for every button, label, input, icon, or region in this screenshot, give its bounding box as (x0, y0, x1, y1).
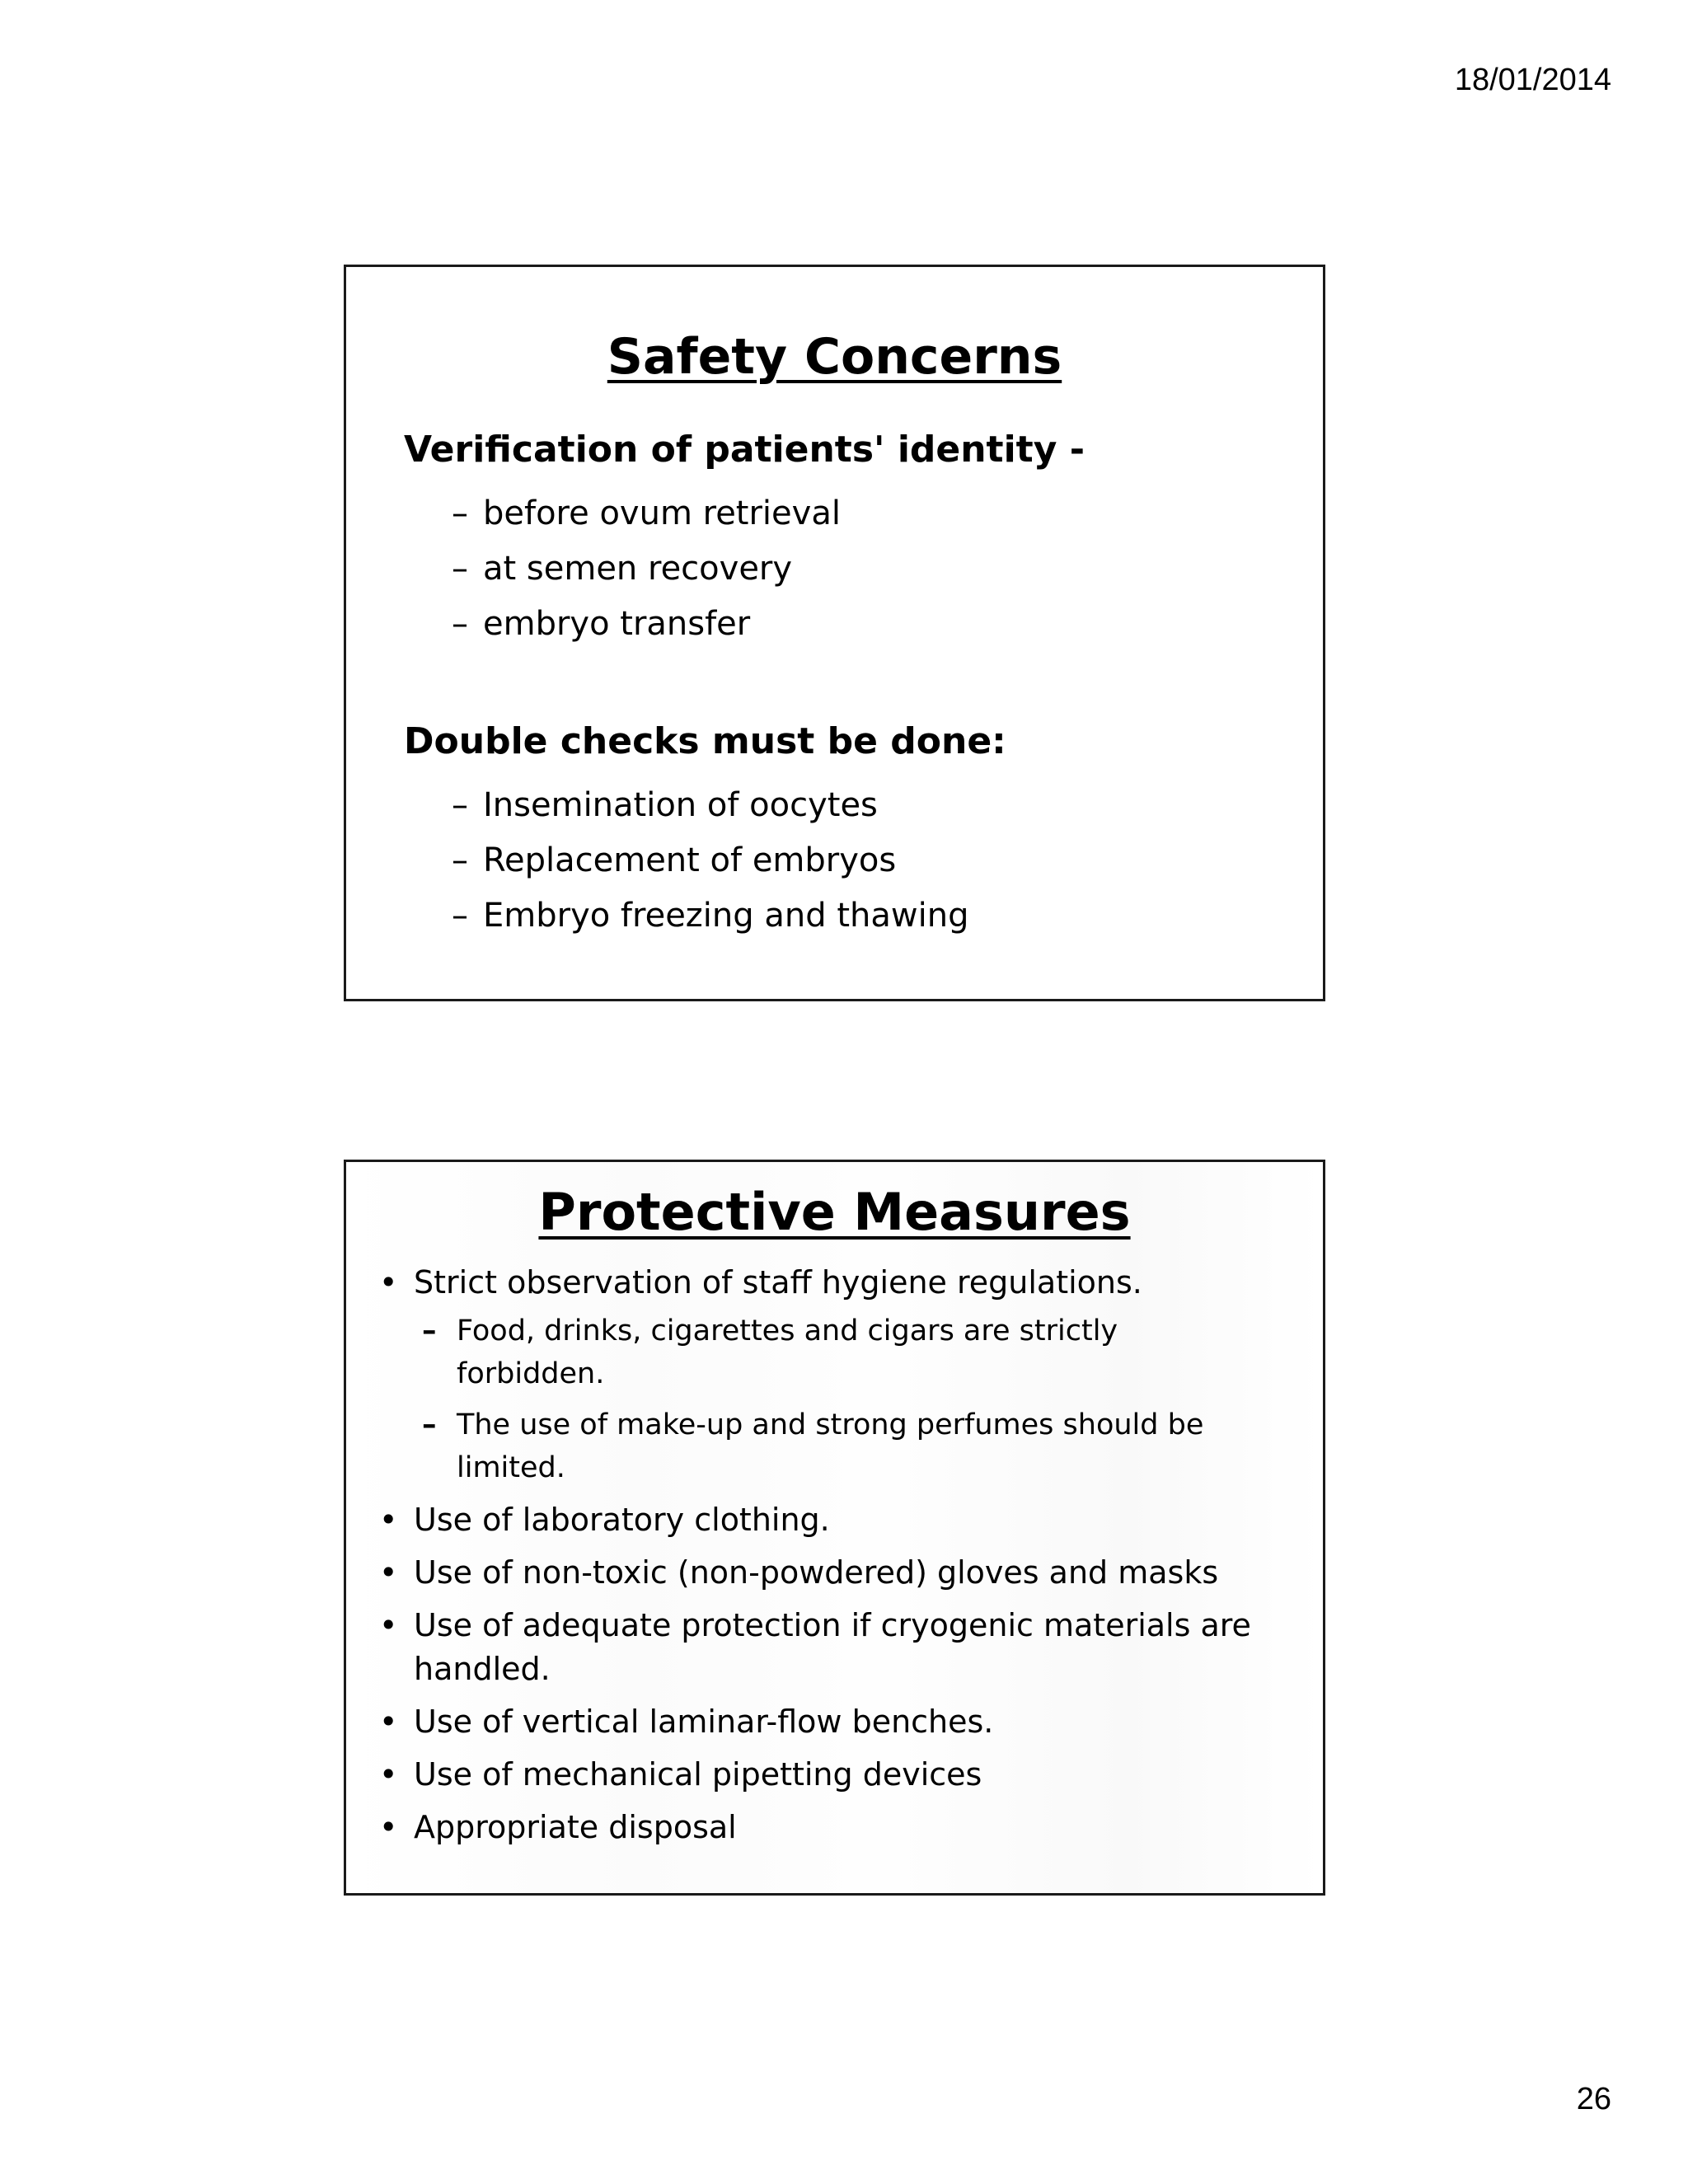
bullet-item: • Strict observation of staff hygiene regulations. – Food, drinks, cigarettes and cigars are strictly forbidden. – The use of make-up and strong perfumes should be limited. (379, 1261, 1273, 1489)
bullet-marker: • (379, 1704, 398, 1740)
bullet-item: • Use of adequate protection if cryogenic materials are handled. (379, 1604, 1273, 1691)
section-heading-double-checks: Double checks must be done: (404, 720, 1006, 762)
page-date: 18/01/2014 (1454, 63, 1611, 97)
bullet-marker: • (379, 1502, 398, 1538)
list-item: – Embryo freezing and thawing (452, 888, 968, 944)
bullet-marker: • (379, 1809, 398, 1845)
list-item: – at semen recovery (452, 541, 841, 597)
dash-marker: – (452, 605, 468, 643)
section-heading-verification: Verification of patients' identity - (404, 429, 1085, 471)
sub-list-item: – Food, drinks, cigarettes and cigars are strictly forbidden. (414, 1310, 1273, 1395)
protective-measures-list (379, 1261, 1273, 1858)
slide-title: Safety Concerns (607, 328, 1062, 386)
bullet-item: • Use of vertical laminar-flow benches. (379, 1700, 1273, 1744)
list-item: – before ovum retrieval (452, 486, 841, 541)
dash-marker: – (452, 841, 468, 879)
list-item: – Replacement of embryos (452, 833, 968, 888)
bullet-item: • Use of mechanical pipetting devices (379, 1753, 1273, 1797)
dash-marker: – (452, 897, 468, 935)
list-item: – embryo transfer (452, 597, 841, 652)
dash-marker: – (452, 494, 468, 532)
bullet-marker: • (379, 1554, 398, 1591)
list-item: – Insemination of oocytes (452, 778, 968, 833)
slide-safety-concerns (344, 265, 1325, 1001)
slide-protective-measures (344, 1160, 1325, 1896)
bullet-marker: • (379, 1756, 398, 1793)
verification-list (452, 486, 841, 652)
bullet-item: • Appropriate disposal (379, 1806, 1273, 1849)
bullet-item: • Use of laboratory clothing. (379, 1498, 1273, 1542)
sub-list-item: – The use of make-up and strong perfumes should be limited. (414, 1404, 1273, 1489)
dash-marker: – (422, 1408, 437, 1441)
sub-list (414, 1310, 1273, 1489)
bullet-item: • Use of non-toxic (non-powdered) gloves and masks (379, 1551, 1273, 1595)
bullet-marker: • (379, 1264, 398, 1301)
dash-marker: – (452, 550, 468, 588)
slide-title: Protective Measures (538, 1182, 1131, 1242)
dash-marker: – (452, 786, 468, 824)
dash-marker: – (422, 1315, 437, 1347)
page-number: 26 (1576, 2082, 1611, 2116)
bullet-marker: • (379, 1607, 398, 1643)
double-checks-list (452, 778, 968, 944)
